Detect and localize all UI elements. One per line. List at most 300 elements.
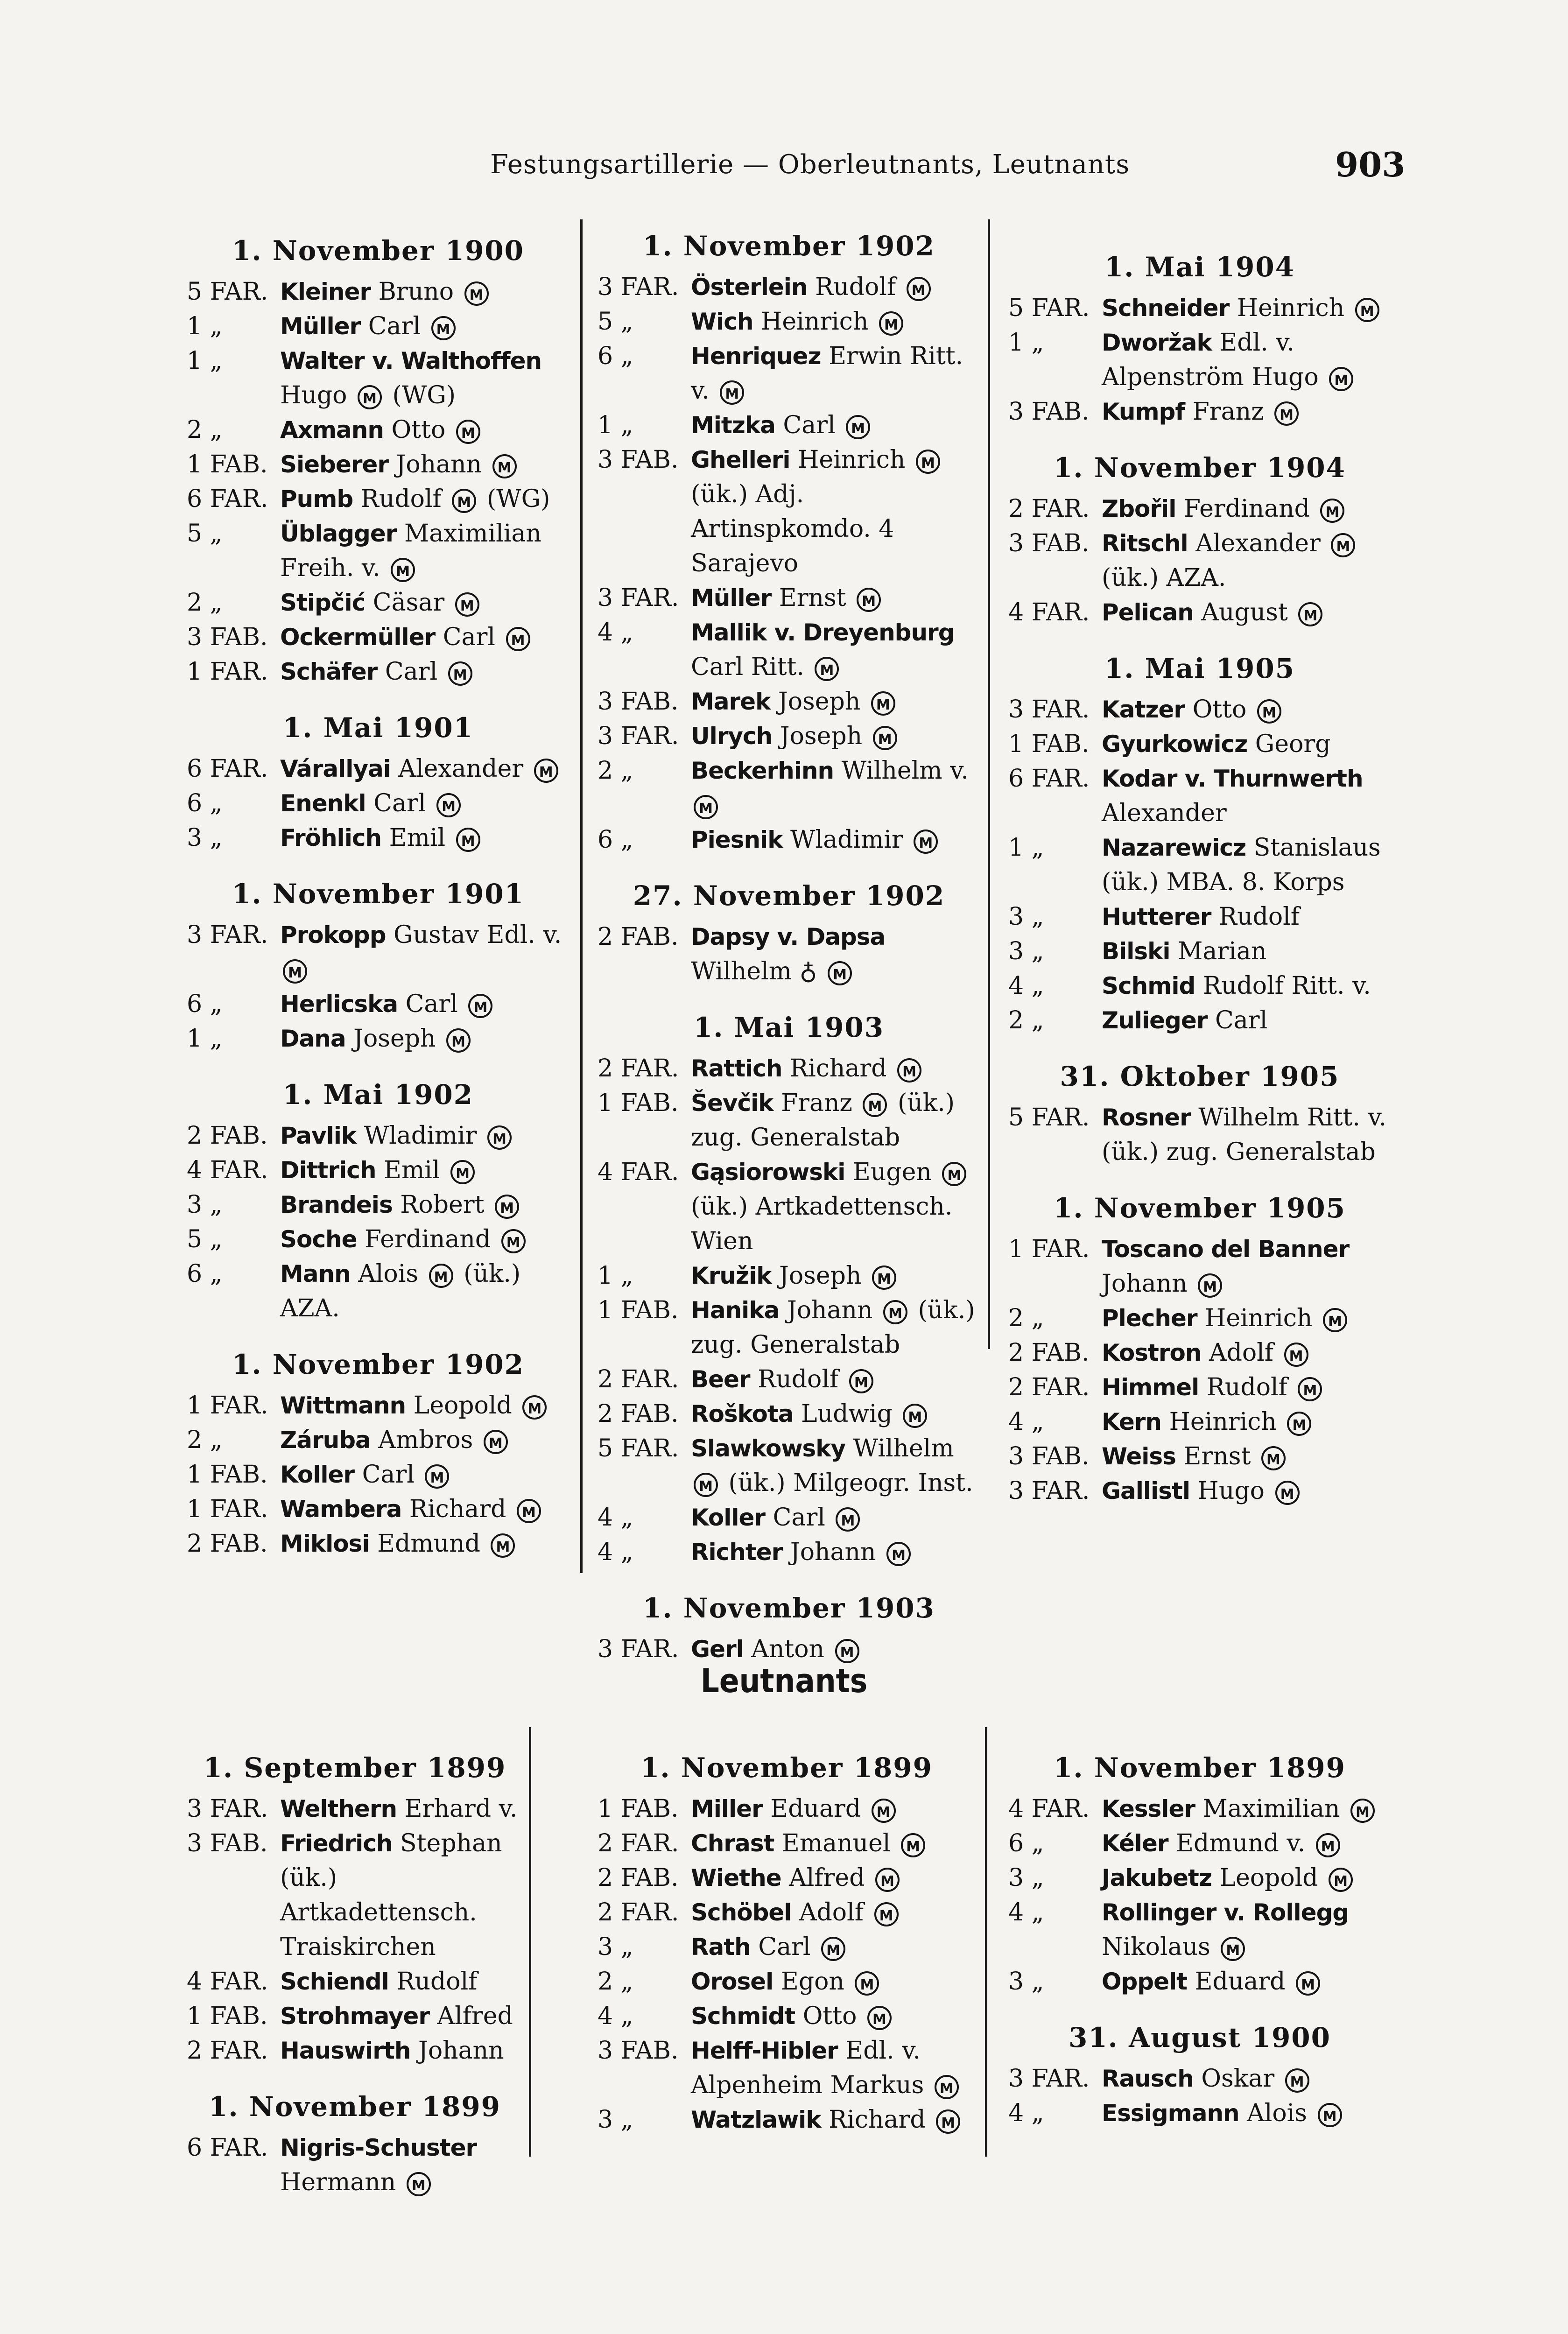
officer-note: (ük.) zug. Generalstab [691,1296,975,1359]
officer-text [691,719,980,753]
roster-entry [1008,1861,1391,1895]
medal-mark-icon: M [495,1195,519,1219]
officer-given-name: Alois [358,1260,419,1288]
medal-mark-icon: M [1274,401,1299,426]
officer-surname: Pavlik [280,1122,357,1149]
officer-given-name: Rudolf [396,1968,478,1996]
unit-code: 6 FAR. [187,485,268,513]
officer-text [280,516,570,585]
officer-surname: Schöbel [691,1899,792,1926]
roster-entry [187,1492,570,1526]
officer-text [691,408,980,443]
officer-note: (ük.) Artkadettensch. Traiskirchen [280,1864,477,1961]
medal-mark-icon: M [694,795,718,819]
officer-text [1102,727,1391,761]
roster-entry [1008,1964,1391,1999]
officer-text [280,918,570,987]
officer-surname: Ritschl [1102,530,1188,557]
unit-code: 5 FAR. [1008,294,1090,322]
officer-given-name: Johann [790,1538,876,1566]
officer-text [1102,1964,1391,1999]
officer-surname: Kleiner [280,278,371,305]
roster-entry [187,413,570,447]
officer-given-name: Carl [443,623,495,651]
officer-surname: Welthern [280,1795,397,1822]
officer-given-name: Edmund v. [1176,1829,1306,1857]
officer-given-name: Carl [373,789,426,817]
unit-code: 5 FAR. [1008,1104,1090,1132]
officer-given-name: Carl [385,658,438,686]
medal-mark-icon: M [1285,2068,1309,2093]
officer-text [691,1964,976,1999]
officer-text [280,821,570,855]
promotion-date: 1. November 1900 [232,235,525,267]
unit-code: 6 „ [598,342,633,370]
unit-code: 3 FAR. [1008,2065,1090,2093]
officer-text [1102,2096,1391,2130]
promotion-date: 31. August 1900 [1068,2022,1331,2053]
officer-note: (ük.) zug. Generalstab [1102,1138,1376,1166]
officer-surname: Pelican [1102,599,1194,626]
medal-mark-icon: M [849,1369,873,1393]
officer-surname: Kessler [1102,1795,1195,1822]
officer-text [280,1153,570,1188]
officer-text [691,1362,980,1397]
officer-surname: Várallyai [280,755,391,782]
medal-mark-icon: M [1261,1446,1286,1470]
officer-given-name: Cäsar [373,589,445,617]
officer-surname: Schäfer [280,658,378,685]
unit-code: 3 FAB. [187,1829,268,1857]
unit-code: 4 „ [1008,1898,1044,1926]
roster-entry [187,1999,523,2033]
oberleutnants-col-1 [187,233,570,1561]
unit-code: 1 „ [187,347,223,375]
unit-code: 4 „ [598,1504,633,1532]
unit-code: 3 „ [1008,1864,1044,1892]
roster-entry [598,615,980,684]
officer-given-name: Johann [418,2037,504,2065]
unit-code: 2 „ [598,757,633,785]
roster-entry [598,1155,980,1258]
officer-given-name: Richard [409,1495,506,1523]
officer-surname: Ulrych [691,723,773,750]
medal-mark-icon: M [283,959,307,984]
officer-given-name: Rudolf [815,273,896,301]
officer-text [691,1258,980,1293]
roster-entry [1008,1003,1391,1038]
medal-mark-icon: M [506,627,530,651]
officer-surname: Fröhlich [280,824,382,851]
officer-surname: Gąsiorowski [691,1159,845,1186]
officer-given-name: Leopold [1219,1864,1318,1892]
roster-entry [187,1388,570,1423]
medal-mark-icon: M [522,1395,547,1420]
officer-given-name: Erhard v. [404,1795,518,1823]
unit-code: 2 „ [598,1968,633,1996]
roster-entry [1008,761,1391,830]
medal-mark-icon: M [1331,533,1355,557]
officer-given-name: Rudolf [1206,1373,1287,1401]
officer-surname: Slawkowsky [691,1435,846,1462]
officer-surname: Wiethe [691,1864,781,1891]
officer-given-name: Alexander [1195,529,1321,557]
officer-text [280,1257,570,1326]
officer-surname: Miklosi [280,1530,370,1557]
roster-entry [598,2033,976,2102]
officer-given-name: Carl [1215,1006,1268,1034]
officer-surname: Beckerhinn [691,757,834,784]
officer-given-name: Otto [391,416,446,444]
officer-given-name: Heinrich [1205,1304,1313,1332]
medal-mark-icon: M [914,830,938,854]
roster-entry [598,270,980,304]
officer-text [1102,1232,1391,1301]
roster-entry [187,752,570,786]
officer-text [280,786,570,821]
officer-surname: Gallistl [1102,1477,1190,1504]
officer-surname: Ghelleri [691,446,790,473]
officer-surname: Rausch [1102,2065,1194,2092]
unit-code: 4 „ [598,1538,633,1566]
medal-mark-icon: M [935,2075,959,2099]
officer-given-name: Franz [1192,398,1264,426]
roster-entry [187,274,570,309]
medal-mark-icon: M [901,1833,925,1857]
medal-mark-icon: M [431,316,456,340]
unit-code: 2 „ [187,416,223,444]
officer-surname: Dana [280,1025,346,1052]
roster-entry [1008,969,1391,1003]
roster-entry [598,1293,980,1362]
roster-entry [187,2130,523,2200]
officer-text [1102,934,1391,969]
unit-code: 3 „ [187,1191,223,1219]
officer-text [691,304,980,339]
officer-surname: Helff-Hibler [691,2037,838,2064]
unit-code: 1 „ [1008,834,1044,862]
unit-code: 2 „ [1008,1304,1044,1332]
officer-text [691,1500,980,1535]
roster-entry [1008,1301,1391,1336]
unit-code: 4 „ [598,2002,633,2030]
officer-surname: Miller [691,1795,763,1822]
officer-text [280,1423,570,1457]
roster-entry [187,1188,570,1222]
officer-given-name: Carl Ritt. [691,653,804,681]
promotion-date: 27. November 1902 [633,880,945,912]
medal-mark-icon: M [1329,367,1353,391]
officer-text [691,270,980,304]
officer-given-name: Rudolf Ritt. v. [1202,972,1371,1000]
unit-code: 5 „ [598,308,633,336]
unit-code: 4 „ [1008,2099,1044,2127]
officer-surname: Kostron [1102,1339,1202,1366]
roster-entry [1008,394,1391,429]
officer-text [691,1051,980,1086]
section-heading-leutnants: Leutnants [700,1662,868,1700]
officer-surname: Watzlawik [691,2106,821,2133]
officer-surname: Schmid [1102,972,1195,999]
medal-mark-icon: M [534,759,558,783]
officer-text [280,1222,570,1257]
medal-mark-icon: M [1355,298,1379,322]
unit-code: 3 „ [598,2106,633,2134]
officer-text [1102,1895,1391,1964]
officer-surname: Essigmann [1102,2100,1239,2127]
officer-text [1102,1405,1391,1439]
medal-mark-icon: M [1275,1481,1300,1505]
unit-code: 2 „ [1008,1006,1044,1034]
officer-text [280,1792,523,1826]
officer-surname: Rattich [691,1055,782,1082]
officer-surname: Chrast [691,1830,774,1857]
medal-mark-icon: M [425,1464,449,1489]
medal-mark-icon: M [875,1868,900,1892]
officer-given-name: Ambros [378,1426,473,1454]
unit-code: 3 „ [1008,903,1044,931]
decoration-symbol: ♁ [799,957,817,985]
officer-given-name: Ludwig [801,1400,893,1428]
unit-code: 3 FAB. [598,2037,679,2065]
promotion-date: 1. September 1899 [203,1752,506,1784]
unit-code: 3 FAB. [1008,398,1090,426]
officer-text [1102,900,1391,934]
roster-entry [1008,1100,1391,1169]
roster-entry [1008,1336,1391,1370]
roster-entry [187,987,570,1021]
medal-mark-icon: M [517,1499,541,1523]
promotion-date: 1. Mai 1901 [282,712,474,744]
officer-text [1102,1826,1391,1861]
unit-code: 6 „ [187,789,223,817]
unit-code: 1 „ [1008,329,1044,357]
officer-surname: Herlicska [280,991,398,1018]
officer-given-name: Stanislaus [1253,834,1381,862]
medal-mark-icon: M [450,1160,475,1184]
unit-code: 4 FAR. [598,1158,679,1186]
medal-mark-icon: M [874,1902,899,1926]
officer-given-name: Hermann [280,2168,396,2196]
officer-given-name: Ernst [1183,1442,1251,1470]
officer-given-name: Wladimir [790,826,903,854]
column-rule [580,219,583,1573]
promotion-date: 1. November 1905 [1053,1192,1346,1224]
officer-text [1102,492,1391,526]
officer-note: (WG) [392,381,456,409]
medal-mark-icon: M [863,1093,887,1117]
officer-given-name: Ferdinand [365,1225,491,1253]
officer-surname: Axmann [280,416,384,443]
medal-mark-icon: M [446,1028,471,1053]
medal-mark-icon: M [1198,1273,1222,1298]
officer-surname: Toscano del Banner [1102,1236,1350,1263]
roster-entry [1008,1232,1391,1301]
unit-code: 1 FAB. [1008,730,1090,758]
medal-mark-icon: M [883,1300,907,1324]
officer-given-name: Wilhelm Ritt. v. [1198,1104,1387,1132]
unit-code: 3 FAR. [598,273,679,301]
unit-code: 5 „ [187,1225,223,1253]
officer-surname: Wich [691,308,753,335]
medal-mark-icon: M [1298,1377,1322,1401]
officer-given-name: Oskar [1201,2065,1275,2093]
officer-surname: Kodar v. Thurnwerth [1102,765,1363,792]
unit-code: 1 „ [187,312,223,340]
promotion-date: 1. Mai 1904 [1104,251,1295,283]
officer-given-name: Bruno [378,278,454,306]
officer-text [691,753,980,823]
roster-entry [187,585,570,620]
officer-text [280,309,570,344]
officer-text [691,2102,976,2137]
officer-note: (ük.) MBA. 8. Korps [1102,868,1345,896]
officer-surname: Üblagger [280,520,397,547]
roster-entry [1008,526,1391,595]
medal-mark-icon: M [391,558,415,582]
officer-text [1102,1301,1391,1336]
officer-given-name: Leopold [413,1392,512,1420]
unit-code: 1 FAR. [187,1392,268,1420]
unit-code: 4 FAR. [1008,598,1090,626]
officer-text [691,1930,976,1964]
medal-mark-icon: M [873,726,897,750]
officer-text [691,1293,980,1362]
officer-text [691,920,980,989]
unit-code: 4 „ [1008,972,1044,1000]
officer-surname: Müller [280,313,361,340]
medal-mark-icon: M [942,1162,966,1186]
officer-text [280,987,570,1021]
officer-given-name: Carl [362,1461,415,1489]
officer-text [280,413,570,447]
officer-given-name: Maximilian Freih. v. [280,520,541,582]
roster-entry [187,1423,570,1457]
unit-code: 1 FAB. [187,2002,268,2030]
medal-mark-icon: M [936,2109,960,2134]
medal-mark-icon: M [487,1125,512,1150]
officer-text [1102,595,1391,630]
unit-code: 1 FAR. [1008,1235,1090,1263]
roster-entry [187,1457,570,1492]
officer-text [1102,761,1391,830]
officer-surname: Roškota [691,1400,794,1427]
medal-mark-icon: M [1350,1799,1375,1823]
officer-given-name: Wladimir [364,1122,477,1150]
medal-mark-icon: M [501,1229,526,1253]
promotion-date: 1. November 1899 [640,1752,933,1784]
officer-given-name: Emanuel [781,1829,891,1857]
officer-surname: Himmel [1102,1374,1199,1401]
officer-note: (ük.) Milgeogr. Inst. [728,1469,973,1497]
officer-surname: Schneider [1102,295,1230,322]
officer-given-name: Edl. v. Alpenström Hugo [1102,329,1319,391]
officer-text [691,615,980,684]
officer-given-name: Georg [1255,730,1331,758]
roster-entry [598,1397,980,1431]
officer-given-name: Eugen [852,1158,932,1186]
officer-given-name: Gustav Edl. v. [394,921,562,949]
roster-entry [1008,934,1391,969]
roster-entry [598,1362,980,1397]
roster-entry [598,1086,980,1155]
unit-code: 3 „ [598,1933,633,1961]
officer-note: (ük.) Artkadettensch. Wien [691,1193,953,1255]
officer-text [280,620,570,654]
unit-code: 2 FAR. [598,1055,679,1083]
officer-surname: Richter [691,1539,783,1566]
unit-code: 2 „ [187,1426,223,1454]
officer-given-name: Joseph [778,688,861,716]
roster-entry [187,821,570,855]
officer-text [691,1155,980,1258]
medal-mark-icon: M [456,420,480,444]
roster-entry [598,1964,976,1999]
unit-code: 2 FAB. [187,1122,268,1150]
officer-given-name: Robert [400,1191,485,1219]
officer-given-name: Rudolf [360,485,442,513]
roster-entry [598,1500,980,1535]
officer-surname: Plecher [1102,1305,1197,1332]
promotion-date: 1. November 1902 [232,1349,525,1380]
promotion-date: 1. Mai 1903 [693,1012,885,1043]
roster-entry [598,920,980,989]
medal-mark-icon: M [407,2172,431,2196]
officer-given-name: Carl [758,1933,811,1961]
roster-entry [1008,1474,1391,1508]
officer-surname: Nigris-Schuster [280,2134,477,2161]
unit-code: 6 „ [1008,1829,1044,1857]
officer-surname: Weiss [1102,1443,1176,1470]
officer-given-name: Johann [787,1296,873,1324]
roster-entry [187,654,570,689]
unit-code: 2 FAB. [598,923,679,951]
medal-mark-icon: M [916,450,940,474]
officer-surname: Enenkl [280,790,366,817]
roster-entry [187,1257,570,1326]
unit-code: 5 FAR. [598,1434,679,1462]
officer-given-name: Wilhelm v. [841,757,969,785]
unit-code: 3 FAR. [598,1635,679,1663]
officer-surname: Österlein [691,274,808,301]
officer-text [280,447,570,482]
roster-entry [187,1964,523,1999]
unit-code: 2 FAB. [187,1530,268,1558]
officer-surname: Friedrich [280,1830,393,1857]
officer-surname: Kern [1102,1408,1162,1435]
medal-mark-icon: M [867,2006,892,2030]
unit-code: 3 FAR. [187,1795,268,1823]
medal-mark-icon: M [491,1533,515,1558]
unit-code: 1 FAR. [187,658,268,686]
officer-given-name: Rudolf [758,1365,839,1393]
medal-mark-icon: M [468,994,492,1018]
unit-code: 3 FAB. [1008,1442,1090,1470]
medal-mark-icon: M [1287,1412,1311,1436]
officer-text [691,1535,980,1569]
officer-surname: Kružik [691,1262,772,1289]
officer-surname: Walter v. Walthoffen [280,347,542,374]
officer-surname: Piesnik [691,826,783,853]
unit-code: 3 „ [1008,1968,1044,1996]
officer-text [1102,1370,1391,1405]
roster-entry [187,1526,570,1561]
officer-given-name: Anton [751,1635,825,1663]
officer-surname: Koller [691,1504,766,1531]
medal-mark-icon: M [452,489,476,513]
officer-text [1102,692,1391,727]
officer-given-name: Hugo [280,381,347,409]
